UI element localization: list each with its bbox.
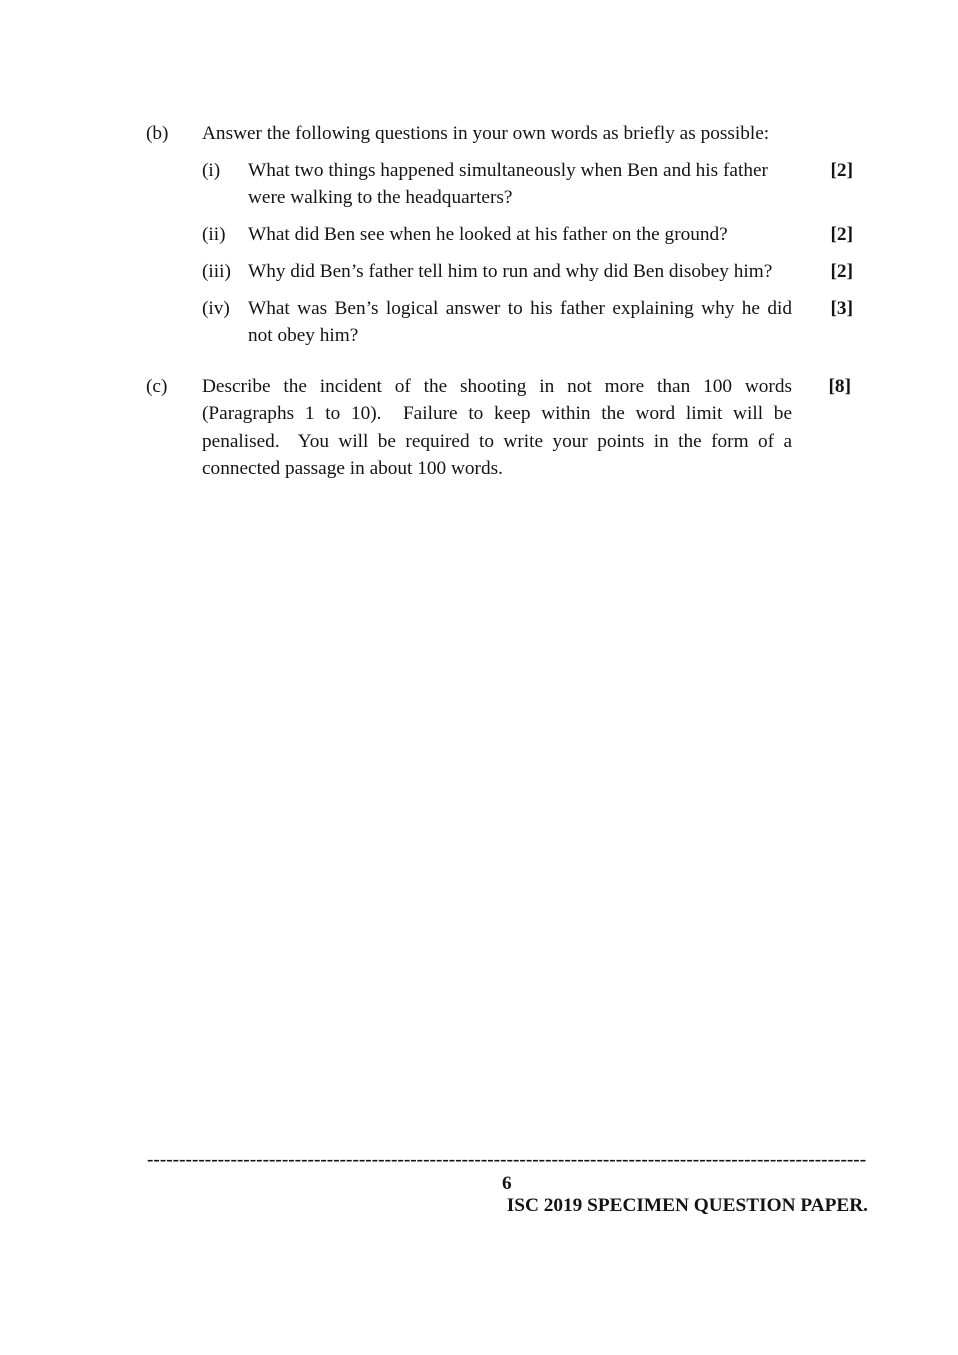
item-iv-line-2: not obey him? xyxy=(248,325,359,347)
question-b-instruction: Answer the following questions in your own words as briefly as possible: xyxy=(202,123,770,144)
item-i-line-2: were walking to the headquarters? xyxy=(248,187,513,209)
item-iv-label: (iv) xyxy=(202,298,230,319)
question-c-line-2: (Paragraphs 1 to 10). Failure to keep within the word limit will be xyxy=(202,403,792,425)
item-ii-text xyxy=(248,221,792,248)
item-i-marks: [2] xyxy=(830,160,853,181)
item-iv-text xyxy=(248,295,792,350)
item-iii-text xyxy=(248,258,792,285)
footer-title: ISC 2019 SPECIMEN QUESTION PAPER. xyxy=(506,1195,868,1216)
question-b-label: (b) xyxy=(146,123,169,144)
item-ii-label: (ii) xyxy=(202,224,226,245)
question-c-marks: [8] xyxy=(828,376,851,397)
question-c-line-3: penalised. You will be required to write your points in the form of a xyxy=(202,430,792,452)
item-ii-marks: [2] xyxy=(830,224,853,245)
question-c-line-1: Describe the incident of the shooting in not more than 100 words xyxy=(202,376,792,397)
item-iii-line-1: Why did Ben’s father tell him to run and why did Ben disobey him? xyxy=(248,261,773,282)
question-c-label: (c) xyxy=(146,376,168,397)
item-i-label: (i) xyxy=(202,160,221,181)
item-iv-line-1: What was Ben’s logical answer to his father explaining why he did xyxy=(248,298,792,319)
item-iii-label: (iii) xyxy=(202,261,231,282)
question-c-text xyxy=(202,373,792,483)
footer-dashed-rule: ---------------------------------------------------------------------------------------------------------------- xyxy=(147,1149,867,1170)
item-i-text xyxy=(248,157,792,212)
item-i-line-1: What two things happened simultaneously when Ben and his father xyxy=(248,160,768,181)
item-iv-marks: [3] xyxy=(830,298,853,319)
item-ii-line-1: What did Ben see when he looked at his father on the ground? xyxy=(248,224,728,245)
question-c-line-4: connected passage in about 100 words. xyxy=(202,458,503,480)
page-number: 6 xyxy=(502,1173,512,1194)
item-iii-marks: [2] xyxy=(830,261,853,282)
